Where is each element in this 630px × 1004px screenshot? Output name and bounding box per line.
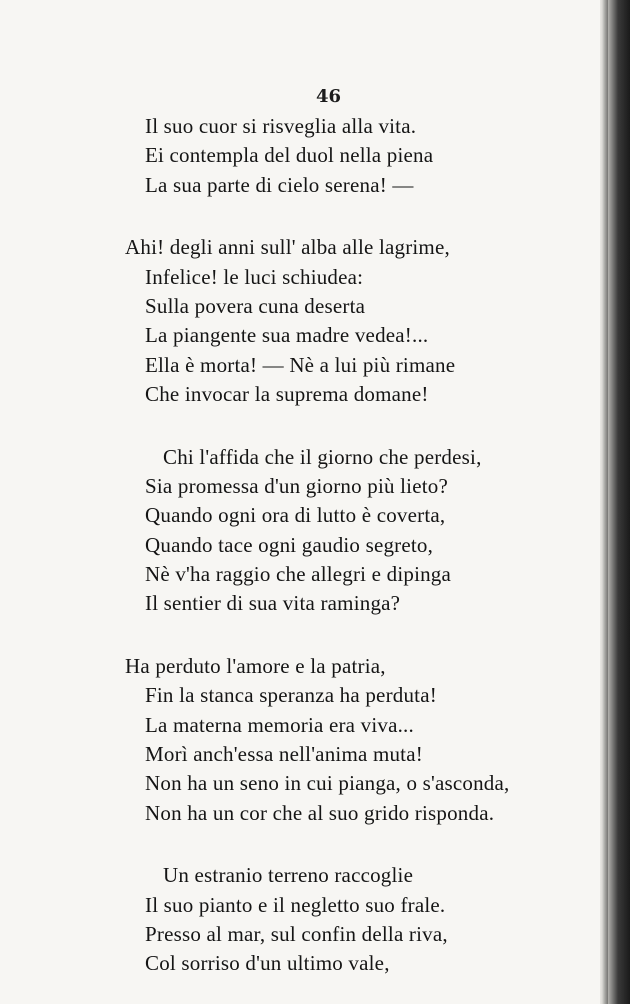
stanza-gap: [0, 828, 580, 861]
verse-line: Infelice! le luci schiudea:: [145, 264, 364, 289]
stanza-gap: [0, 200, 580, 233]
verse-line: Presso al mar, sul confin della riva,: [145, 921, 448, 946]
stanza: [0, 443, 580, 619]
verse-line: Sulla povera cuna deserta: [145, 293, 366, 318]
stanza: [0, 233, 580, 409]
stanza-gap: [0, 410, 580, 443]
verse-line: Chi l'affida che il giorno che perdesi,: [163, 444, 482, 469]
verse-line: Che invocar la suprema domane!: [145, 382, 429, 407]
verse-line: Sia promessa d'un giorno più lieto?: [145, 473, 448, 498]
verse-line: Ahi! degli anni sull' alba alle lagrime,: [125, 235, 450, 260]
page-edge-shadow: [602, 0, 608, 1004]
verse-line: Non ha un cor che al suo grido risponda.: [145, 800, 495, 825]
poem-text: [0, 112, 580, 979]
verse-line: Quando tace ogni gaudio segreto,: [145, 532, 434, 557]
stanza: [0, 112, 580, 200]
verse-line: Nè v'ha raggio che allegri e dipinga: [145, 562, 452, 587]
stanza: [0, 861, 580, 979]
verse-line: Non ha un seno in cui pianga, o s'asconda,: [145, 771, 510, 796]
verse-line: Col sorriso d'un ultimo vale,: [145, 951, 390, 976]
verse-line: Quando ogni ora di lutto è coverta,: [145, 503, 446, 528]
verse-line: Ha perduto l'amore e la patria,: [125, 653, 386, 678]
verse-line: La piangente sua madre vedea!...: [145, 323, 429, 348]
verse-line: Un estranio terreno raccoglie: [163, 863, 414, 888]
page-number: 46: [316, 86, 342, 107]
stanza-gap: [0, 619, 580, 652]
verse-line: Morì anch'essa nell'anima muta!: [145, 742, 423, 767]
verse-line: Il suo pianto e il negletto suo frale.: [145, 892, 446, 917]
stanza: [0, 652, 580, 828]
verse-line: Ei contempla del duol nella piena: [145, 143, 434, 168]
verse-line: Fin la stanca speranza ha perduta!: [145, 683, 437, 708]
verse-line: Ella è morta! — Nè a lui più rimane: [145, 352, 456, 377]
verse-line: Il suo cuor si risveglia alla vita.: [145, 114, 417, 138]
verse-line: La sua parte di cielo serena! —: [145, 172, 414, 197]
verse-line: Il sentier di sua vita raminga?: [145, 591, 401, 616]
verse-line: La materna memoria era viva...: [145, 712, 414, 737]
